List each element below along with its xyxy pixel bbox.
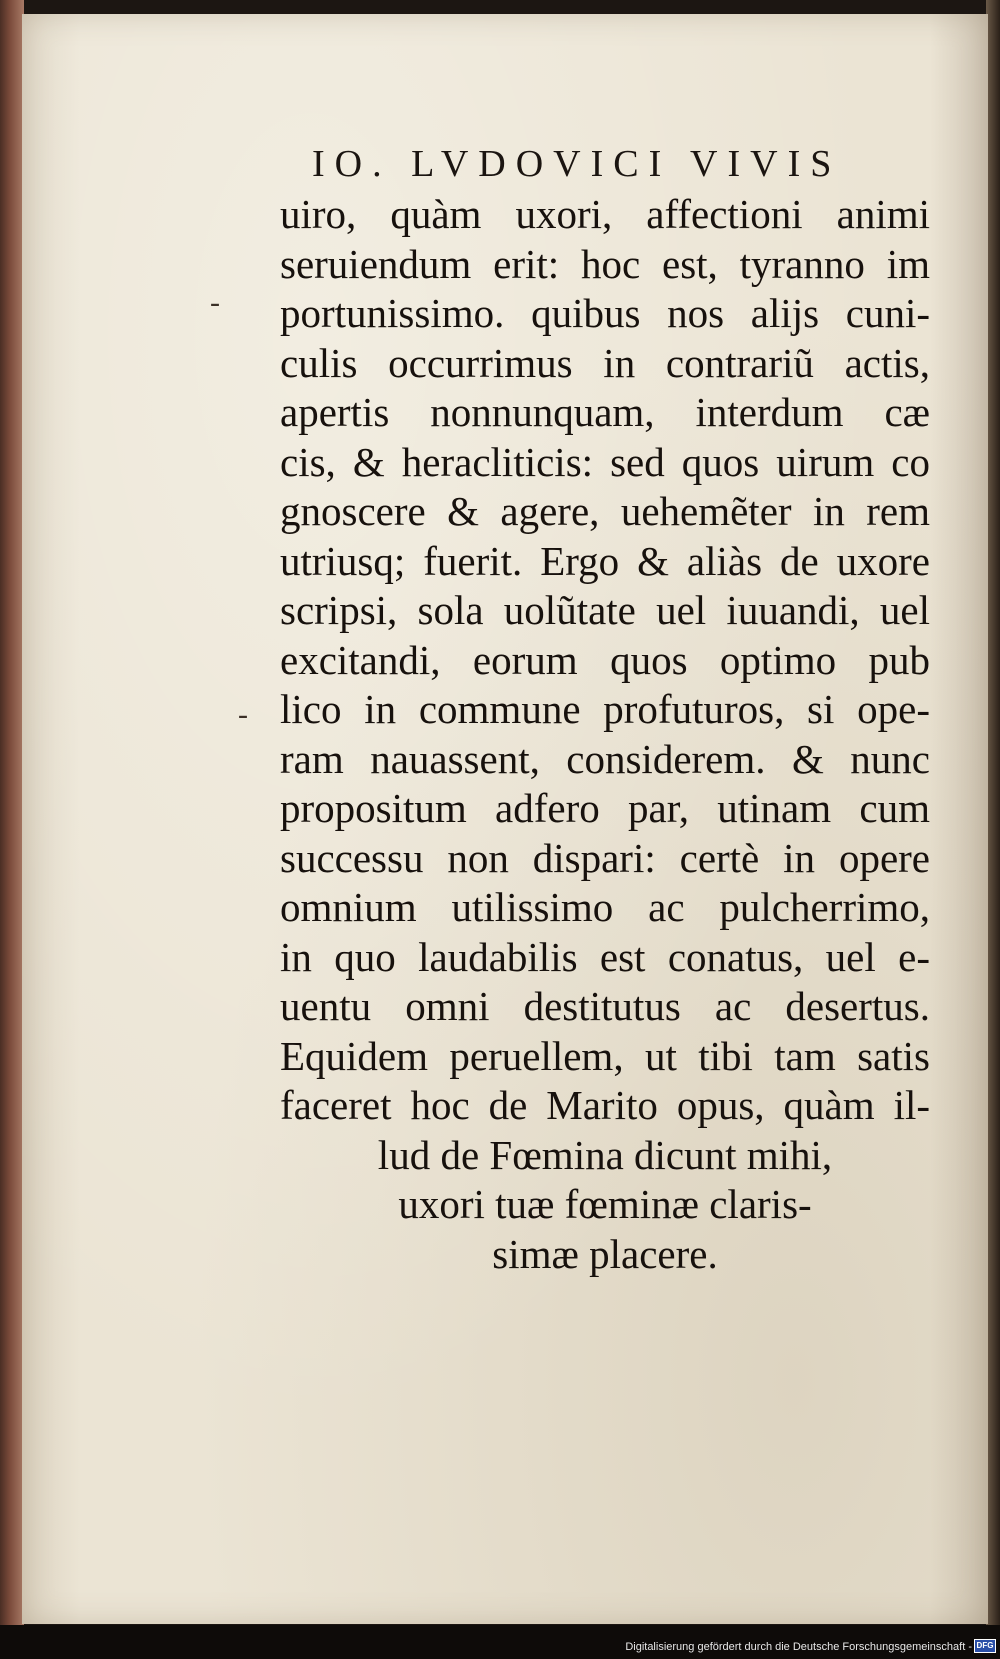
text-line: omnium utilissimo ac pulcherrimo, bbox=[280, 884, 930, 930]
body-text bbox=[280, 190, 930, 1279]
text-line: cis, & heracliticis: sed quos uirum co bbox=[280, 438, 930, 485]
footer-credit: Digitalisierung gefördert durch die Deutsche Forschungsgemeinschaft - bbox=[625, 1641, 972, 1653]
text-line: gnoscere & agere, uehemẽter in rem bbox=[280, 488, 930, 534]
text-line: in quo laudabilis est conatus, uel e- bbox=[280, 933, 930, 980]
text-line: propositum adfero par, utinam cum bbox=[280, 785, 930, 831]
text-line: uentu omni destitutus ac desertus. bbox=[280, 983, 930, 1029]
book-edge-left bbox=[0, 0, 24, 1659]
text-line: apertis nonnunquam, interdum cæ bbox=[280, 389, 930, 435]
text-line: culis occurrimus in contrariũ actis, bbox=[280, 339, 930, 386]
text-line: Equidem peruellem, ut tibi tam satis bbox=[280, 1032, 930, 1079]
footer-bar bbox=[0, 1625, 1000, 1659]
text-line: lico in commune profuturos, si ope- bbox=[280, 686, 930, 732]
text-line: ram nauassent, considerem. & nunc bbox=[280, 735, 930, 782]
margin-mark: - bbox=[238, 698, 248, 731]
text-line: excitandi, eorum quos optimo pub bbox=[280, 636, 930, 683]
book-page bbox=[22, 14, 988, 1624]
text-line: utriusq; fuerit. Ergo & aliàs de uxore bbox=[280, 537, 930, 584]
text-line: seruiendum erit: hoc est, tyranno im bbox=[280, 240, 930, 287]
running-head: IO. LVDOVICI VIVIS bbox=[312, 143, 842, 185]
dfg-logo-icon: DFG bbox=[974, 1639, 996, 1653]
text-line: faceret hoc de Marito opus, quàm il- bbox=[280, 1082, 930, 1128]
text-line: uxori tuæ fœminæ claris- bbox=[398, 1181, 812, 1227]
text-line: portunissimo. quibus nos alijs cuni- bbox=[280, 290, 930, 336]
book-edge-right bbox=[986, 0, 1000, 1659]
text-line: scripsi, sola uolũtate uel iuuandi, uel bbox=[280, 587, 930, 633]
margin-mark: - bbox=[210, 286, 220, 319]
text-line: lud de Fœmina dicunt mihi, bbox=[377, 1131, 833, 1178]
text-line: uiro, quàm uxori, affectioni animi bbox=[280, 191, 930, 237]
text-line: simæ placere. bbox=[492, 1230, 718, 1277]
text-line: successu non dispari: certè in opere bbox=[280, 834, 930, 881]
